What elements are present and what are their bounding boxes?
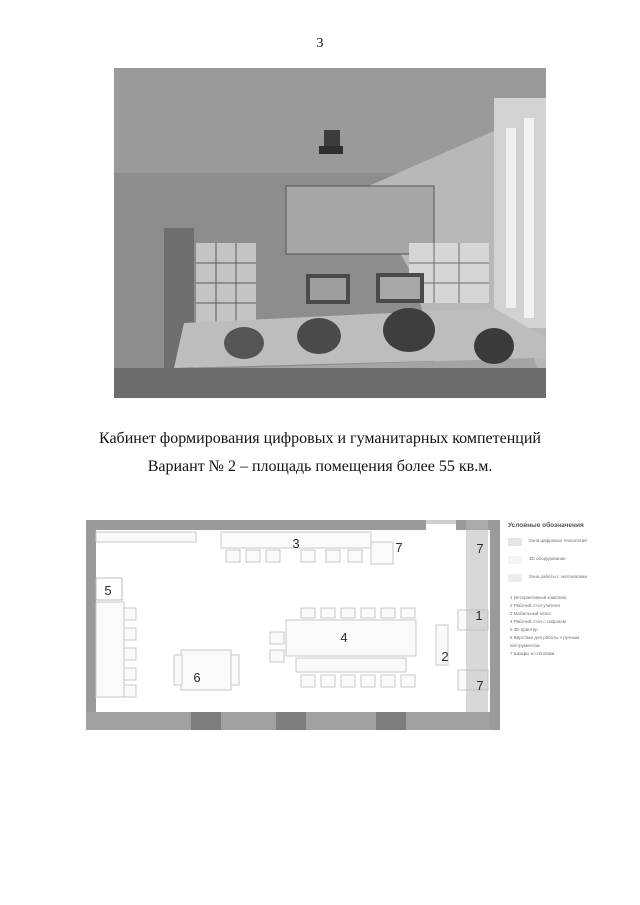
legend-item: 7 Шкафы и стеллажи <box>510 651 555 656</box>
zone-label-1: 1 <box>475 608 483 623</box>
legend-zone-label: Зона цифровых технологий <box>529 538 587 543</box>
legend-zone-label: 3D оборудование <box>529 556 566 561</box>
caption-subtitle: Вариант № 2 – площадь помещения более 55 кв.м. <box>147 458 493 475</box>
legend-items <box>508 594 608 658</box>
zone-swatch <box>508 574 522 582</box>
legend-zone <box>508 574 608 582</box>
legend-zone <box>508 556 608 564</box>
plan-legend <box>508 522 608 658</box>
legend-item: 6 Верстаки для работы с ручным инструментом <box>510 635 580 648</box>
legend-zone <box>508 538 608 546</box>
zone-label-2: 2 <box>441 649 449 664</box>
legend-zone-label: Зона работы с экспонатами <box>529 574 588 579</box>
floor-plan <box>86 520 500 730</box>
legend-item: 5 3D принтер <box>510 627 538 632</box>
legend-item: 2 Рабочий стол учителя <box>510 603 560 608</box>
zone-label-4: 4 <box>340 630 348 645</box>
zone-swatch <box>508 556 522 564</box>
zone-label-3: 3 <box>292 536 300 551</box>
legend-item: 3 Мобильный класс <box>510 611 552 616</box>
legend-item: 4 Рабочий стол с сифоном <box>510 619 566 624</box>
caption-title: Кабинет формирования цифровых и гуманитарных компетенций <box>98 430 541 447</box>
zone-label-7-top: 7 <box>395 540 403 555</box>
page-number: 3 <box>316 36 324 51</box>
zone-label-5: 5 <box>104 583 112 598</box>
zone-swatch <box>508 538 522 546</box>
legend-item: 1 Интерактивный комплекс <box>510 595 567 600</box>
zone-label-7-right: 7 <box>476 541 484 556</box>
zone-label-6: 6 <box>193 670 201 685</box>
zone-label-7-bottom: 7 <box>476 678 484 693</box>
classroom-photo <box>114 68 546 398</box>
legend-title: Условные обозначения <box>508 522 584 529</box>
